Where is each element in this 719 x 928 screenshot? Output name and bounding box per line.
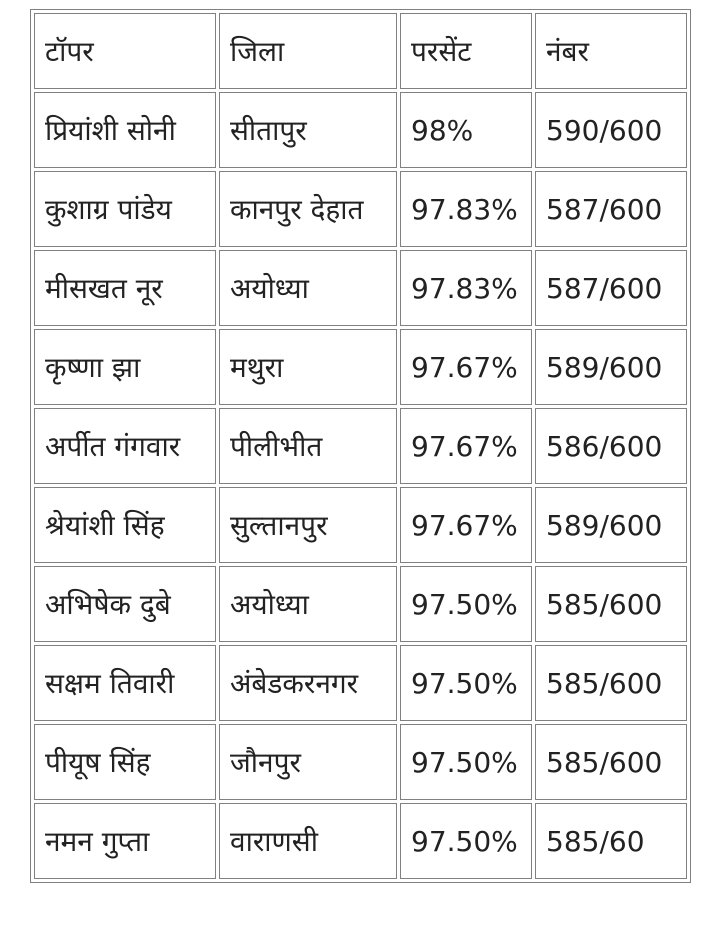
cell-percent: 97.50% xyxy=(400,645,532,721)
cell-topper-name: मीसखत नूर xyxy=(34,250,216,326)
cell-marks: 585/600 xyxy=(535,566,687,642)
cell-topper-name: प्रियांशी सोनी xyxy=(34,92,216,168)
table-row xyxy=(34,803,687,879)
cell-percent: 97.67% xyxy=(400,408,532,484)
table-row xyxy=(34,408,687,484)
cell-percent: 97.50% xyxy=(400,803,532,879)
table-row xyxy=(34,566,687,642)
cell-marks: 590/600 xyxy=(535,92,687,168)
cell-topper-name: नमन गुप्ता xyxy=(34,803,216,879)
cell-topper-name: अभिषेक दुबे xyxy=(34,566,216,642)
cell-marks: 585/600 xyxy=(535,645,687,721)
header-topper: टॉपर xyxy=(34,13,216,89)
table-row xyxy=(34,92,687,168)
cell-percent: 97.50% xyxy=(400,724,532,800)
header-marks: नंबर xyxy=(535,13,687,89)
cell-topper-name: श्रेयांशी सिंह xyxy=(34,487,216,563)
cell-topper-name: अर्पीत गंगवार xyxy=(34,408,216,484)
cell-district: अयोध्या xyxy=(219,566,397,642)
toppers-table-container xyxy=(30,9,690,883)
cell-marks: 586/600 xyxy=(535,408,687,484)
cell-percent: 97.67% xyxy=(400,329,532,405)
cell-district: मथुरा xyxy=(219,329,397,405)
cell-district: वाराणसी xyxy=(219,803,397,879)
cell-district: जौनपुर xyxy=(219,724,397,800)
cell-marks: 589/600 xyxy=(535,329,687,405)
cell-marks: 585/600 xyxy=(535,724,687,800)
cell-topper-name: सक्षम तिवारी xyxy=(34,645,216,721)
cell-district: अयोध्या xyxy=(219,250,397,326)
cell-percent: 97.67% xyxy=(400,487,532,563)
table-row xyxy=(34,645,687,721)
cell-district: सुल्तानपुर xyxy=(219,487,397,563)
cell-marks: 587/600 xyxy=(535,250,687,326)
toppers-table xyxy=(30,9,691,883)
table-row xyxy=(34,250,687,326)
cell-district: पीलीभीत xyxy=(219,408,397,484)
table-header-row xyxy=(34,13,687,89)
cell-percent: 97.83% xyxy=(400,171,532,247)
header-percent: परसेंट xyxy=(400,13,532,89)
cell-marks: 589/600 xyxy=(535,487,687,563)
cell-marks: 587/600 xyxy=(535,171,687,247)
cell-percent: 98% xyxy=(400,92,532,168)
cell-district: कानपुर देहात xyxy=(219,171,397,247)
cell-topper-name: कृष्णा झा xyxy=(34,329,216,405)
cell-district: अंबेडकरनगर xyxy=(219,645,397,721)
table-row xyxy=(34,329,687,405)
table-row xyxy=(34,724,687,800)
cell-marks: 585/60 xyxy=(535,803,687,879)
cell-district: सीतापुर xyxy=(219,92,397,168)
cell-topper-name: कुशाग्र पांडेय xyxy=(34,171,216,247)
header-district: जिला xyxy=(219,13,397,89)
table-row xyxy=(34,171,687,247)
cell-topper-name: पीयूष सिंह xyxy=(34,724,216,800)
table-row xyxy=(34,487,687,563)
cell-percent: 97.50% xyxy=(400,566,532,642)
cell-percent: 97.83% xyxy=(400,250,532,326)
